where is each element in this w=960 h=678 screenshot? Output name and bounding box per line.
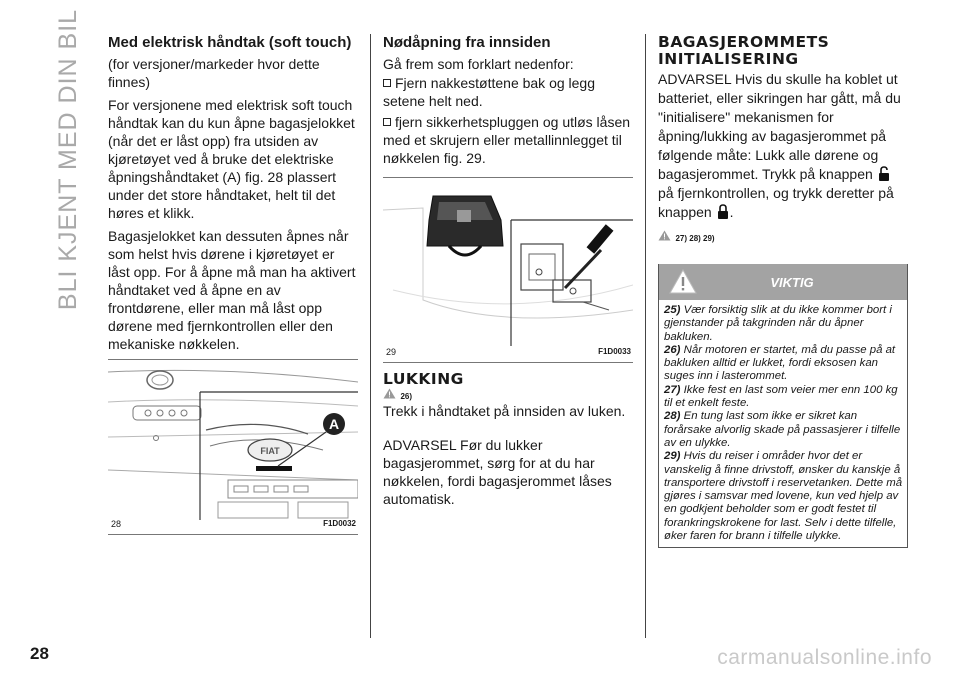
bullet-item (383, 74, 633, 110)
paragraph: Gå frem som forklart nedenfor: (383, 56, 574, 72)
heading-line: INITIALISERING (658, 50, 799, 68)
section-heading-emergency-opening: Nødåpning fra innsiden (383, 34, 551, 51)
paragraph-text: . (729, 204, 734, 220)
fiat-badge-text: FIAT (260, 446, 280, 456)
important-notice-box (658, 264, 908, 548)
chapter-side-title (52, 8, 86, 310)
callout-a-text: A (328, 416, 340, 432)
page-number: 28 (30, 644, 49, 663)
bullet-item (383, 113, 633, 167)
paragraph: Trekk i håndtaket på innsiden av luken. (383, 403, 626, 419)
paragraph: ADVARSEL Før du lukker bagasjerommet, sørg for at du har nøkkelen, fordi bagasjerommet låses automatisk. (383, 437, 612, 507)
heading-line: BAGASJEROMMETS (658, 33, 830, 51)
warning-reference-number: 26) (400, 392, 413, 401)
column-left (108, 34, 358, 535)
warning-reference (383, 388, 633, 402)
paragraph: (for versjoner/markeder hvor dette finnes) (108, 56, 320, 90)
notice-item: 25) Vær forsiktig slik at du ikke kommer bort i gjenstander på takgrinden når du åpner bakluken. (664, 304, 892, 343)
column-divider (370, 34, 371, 638)
paragraph: Bagasjelokket kan dessuten åpnes når som helst hvis dørene i kjøretøyet er låst opp. For å åpne må man ha aktivert håndtaket ved å åpne en av frontdørene, eller man må låst opp dørene med fjernkontrollen eller den mekaniske nøkkelen. (108, 228, 356, 352)
paragraph-text: ADVARSEL Hvis du skulle ha koblet ut batteriet, eller sikringen har gått, må du "initialisere" mekanismen for åpning/lukking av bagasjerommet på følgende måte: Lukk alle dørene og bagasjerommet. Trykk på knappen (658, 71, 901, 182)
figure-29 (383, 177, 633, 363)
warning-references (658, 230, 908, 244)
warning-triangle-icon (658, 230, 671, 241)
figure-number: 28 (111, 519, 122, 529)
lock-icon (717, 204, 729, 220)
warning-triangle-icon (669, 269, 697, 294)
tailgate-handle-illustration (108, 362, 358, 520)
important-notice-header (659, 264, 907, 300)
figure-caption (108, 519, 358, 531)
bullet-square-icon (383, 79, 391, 87)
section-heading-soft-touch: Med elektrisk håndtak (soft touch) (108, 34, 352, 51)
notice-item: 26) Når motoren er startet, må du passe på at bakluken alltid er lukket, fordi eksosen kan suges inn i lasterommet. (664, 343, 896, 383)
notice-item: 28) En tung last som ikke er sikret kan forårsake alvorlig skade på passasjerer i tilfelle av en ulykke. (664, 410, 901, 449)
warning-reference-numbers: 27) 28) 29) (675, 234, 715, 243)
paragraph: For versjonene med elektrisk soft touch håndtak kan du kun åpne bagasjelokket (når det er låst opp) fra utsiden av kjøretøyet ved å bruke det elektriske åpningshåndtaket (A) fig. 28 plassert under det store håndtaket, helt til det høres et klikk. (108, 97, 355, 221)
notice-item: 27) Ikke fest en last som veier mer enn 100 kg til et enkelt feste. (664, 383, 898, 410)
figure-code: F1D0032 (323, 519, 356, 528)
column-right (658, 34, 908, 548)
watermark: carmanualsonline.info (717, 646, 932, 669)
trunk-lock-illustration (383, 180, 633, 346)
figure-code: F1D0033 (598, 347, 631, 356)
paragraph-initialization (658, 70, 908, 222)
bullet-square-icon (383, 118, 391, 126)
notice-item: 29) Hvis du reiser i områder hvor det er vanskelig å finne drivstoff, ønsker du kanskje å transportere drivstoff i reservetanken. Dette må gjøres i samsvar med lovene, kun ved hjelp av en godkjent beholder som er godt festet til forankringskrokene for last. Selv i dette tilfelle, øker faren for brann i tilfelle ulykke. (664, 450, 903, 543)
column-divider (645, 34, 646, 638)
bullet-text: fjern sikkerhetspluggen og utløs låsen med et skrujern eller metallinnlegget til nøkkelen fig. 29. (383, 114, 631, 166)
chapter-side-title-text: BLI KJENT MED DIN BIL (54, 8, 83, 310)
section-heading-closing: LUKKING (383, 370, 464, 388)
figure-caption (383, 347, 633, 359)
warning-triangle-icon (383, 388, 396, 399)
section-heading-initialization (658, 34, 908, 68)
figure-28 (108, 359, 358, 535)
bullet-text: Fjern nakkestøttene bak og legg setene helt ned. (383, 75, 596, 109)
important-notice-title: VIKTIG (770, 274, 814, 290)
figure-number: 29 (386, 347, 397, 357)
unlock-icon (878, 166, 890, 182)
column-middle (383, 34, 633, 513)
section-closing (383, 371, 633, 508)
important-notice-body (659, 300, 907, 547)
paragraph-text: på fjernkontrollen, og trykk deretter på knappen (658, 185, 894, 220)
